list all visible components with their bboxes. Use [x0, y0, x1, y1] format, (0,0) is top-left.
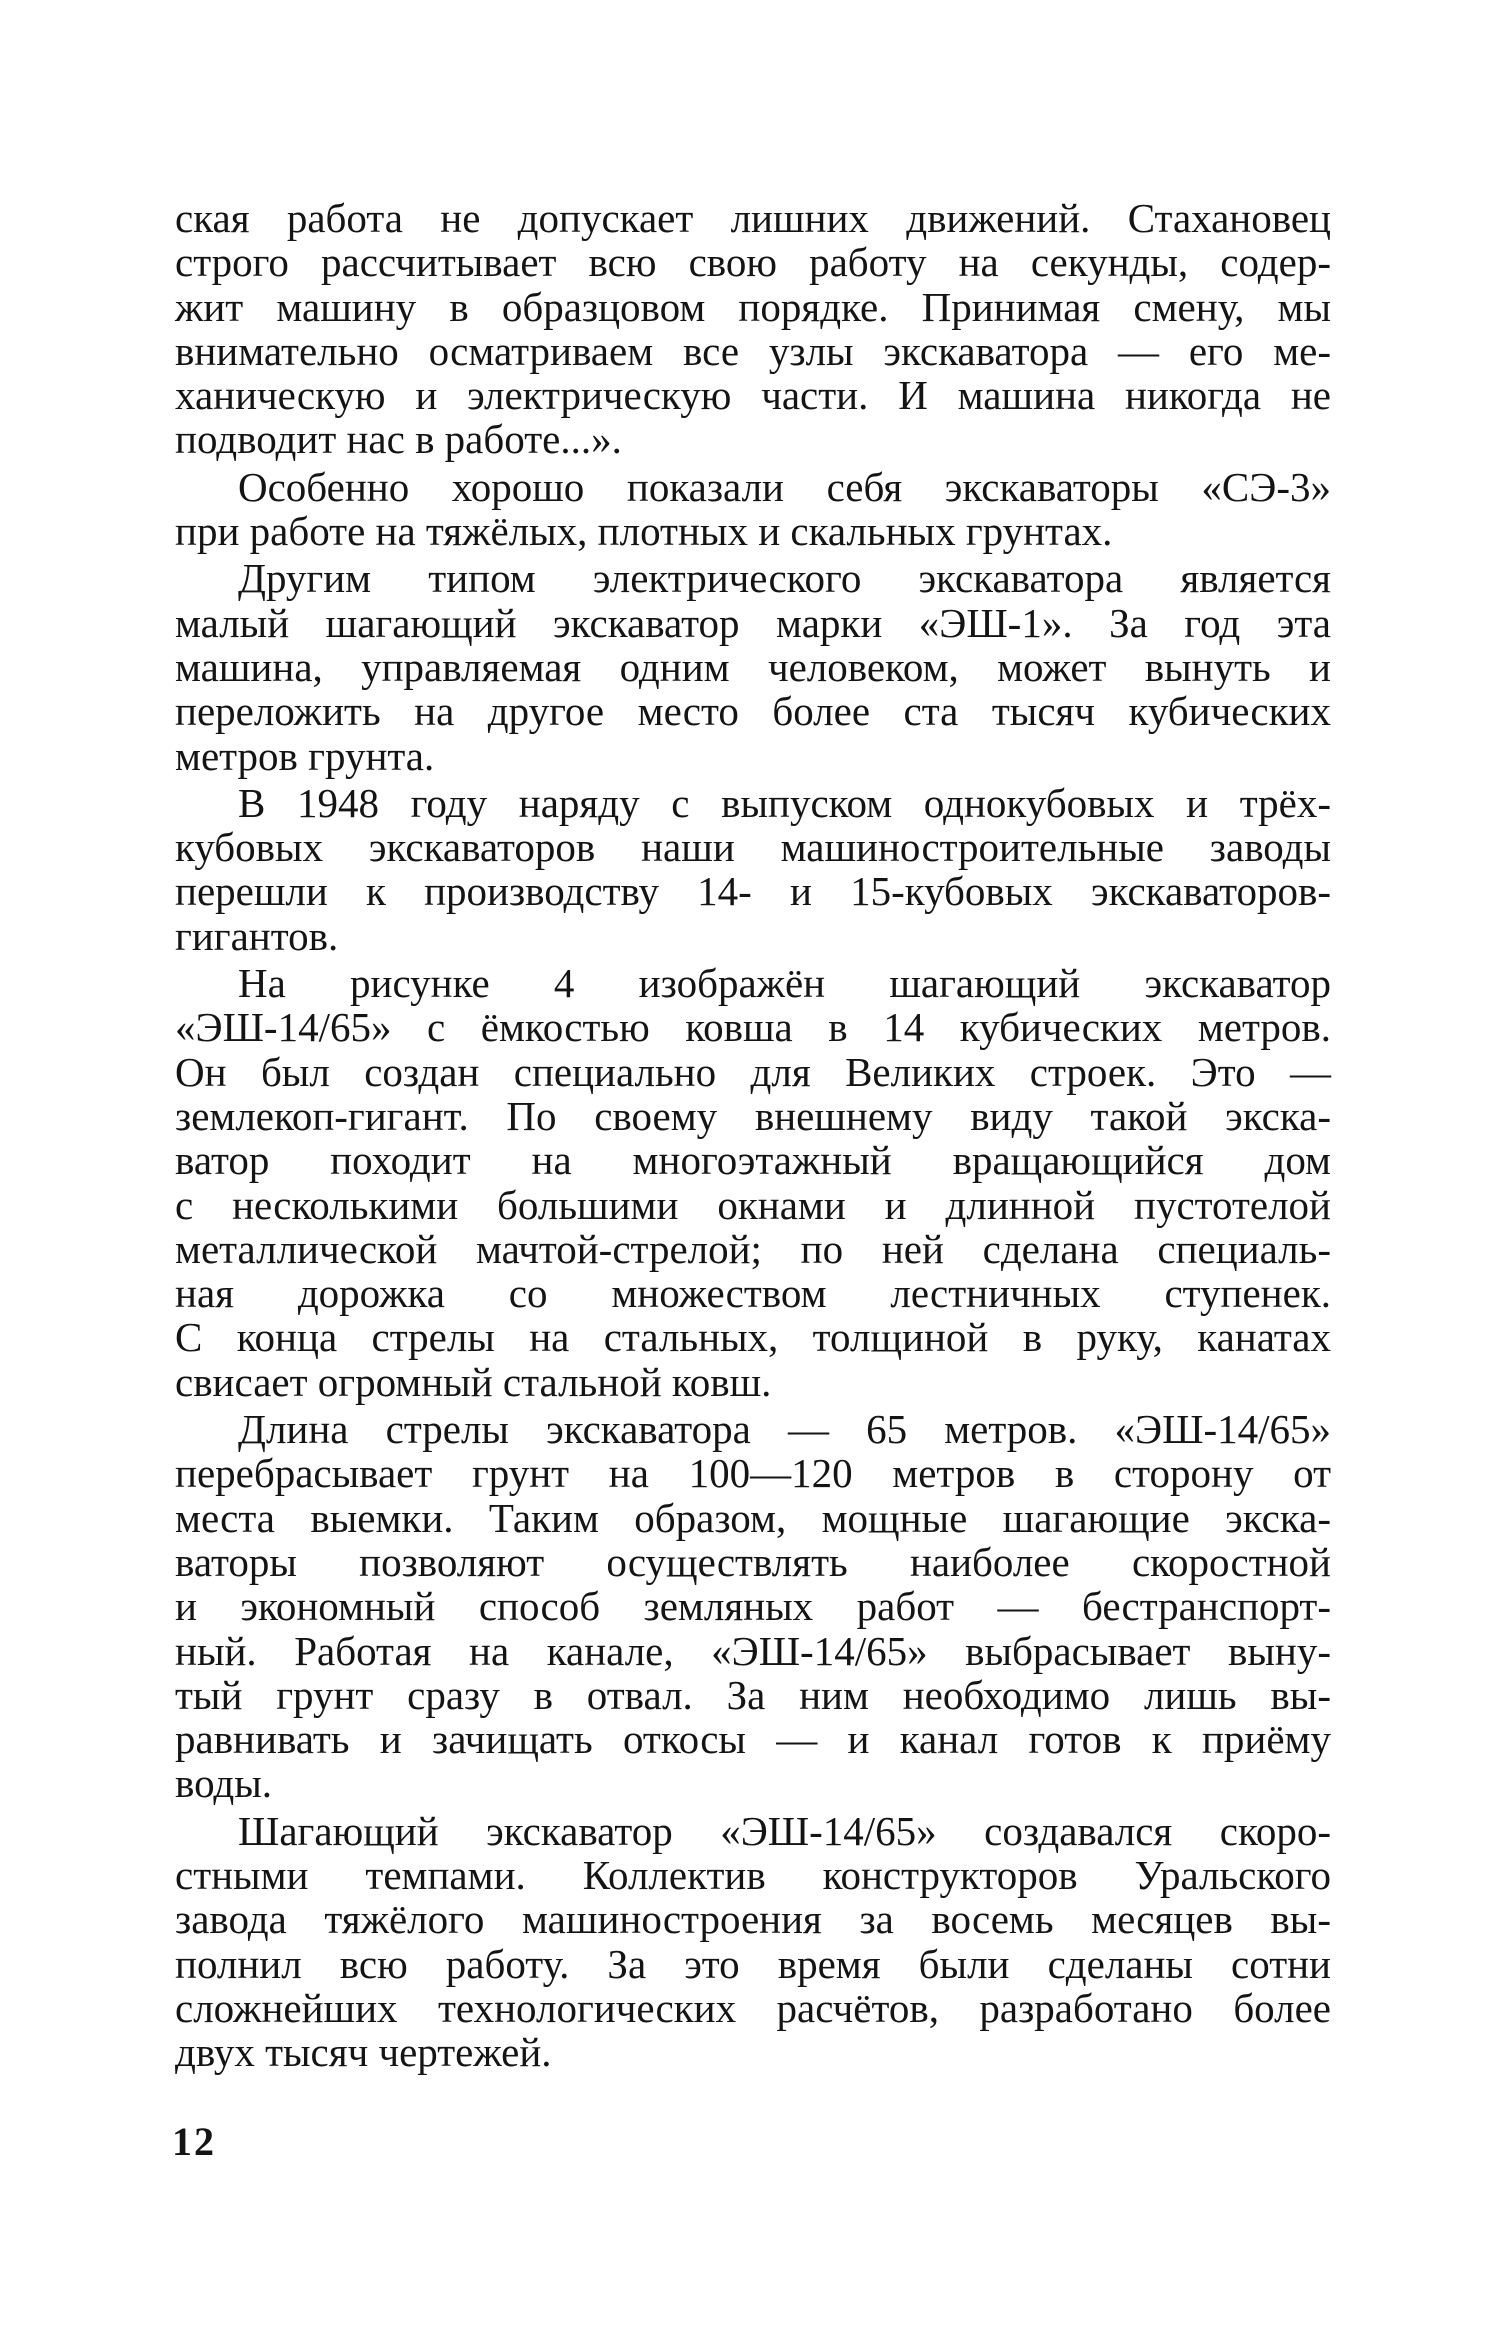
paragraph-4	[175, 781, 1331, 958]
text-line: ватор походит на многоэтажный вращающийся дом	[175, 1137, 1331, 1184]
text-line: сложнейших технологических расчётов, разработано более	[175, 1984, 1331, 2031]
paragraph-1	[175, 196, 1331, 462]
text-line: С конца стрелы на стальных, толщиной в руку, канатах	[175, 1314, 1331, 1361]
text-line: ная дорожка со множеством лестничных ступенек.	[175, 1270, 1331, 1317]
text-line: гигантов.	[175, 912, 339, 959]
text-line: В 1948 году наряду с выпуском однокубовых и трёх-	[238, 779, 1331, 826]
text-line: ская работа не допускает лишних движений. Стахановец	[175, 195, 1331, 241]
text-line: Шагающий экскаватор «ЭШ-14/65» создавался скоро-	[238, 1807, 1331, 1854]
text-line: подводит нас в работе...».	[175, 416, 622, 463]
text-line: при работе на тяжёлых, плотных и скальных грунтах.	[175, 508, 1113, 555]
text-line: Он был создан специально для Великих строек. Это —	[175, 1048, 1331, 1095]
paragraph-7	[175, 1809, 1331, 2075]
text-line: переложить на другое место более ста тысяч кубических	[175, 688, 1331, 735]
text-line: «ЭШ-14/65» с ёмкостью ковша в 14 кубических метров.	[175, 1004, 1331, 1051]
paragraph-2	[175, 465, 1331, 554]
text-line: перешли к производству 14- и 15-кубовых экскаваторов-	[175, 868, 1331, 915]
page-number: 12	[172, 2119, 216, 2164]
text-line: равнивать и зачищать откосы — и канал готов к приёму	[175, 1716, 1331, 1763]
text-line: На рисунке 4 изображён шагающий экскаватор	[238, 960, 1331, 1007]
text-line: машина, управляемая одним человеком, может вынуть и	[175, 643, 1331, 690]
text-line: воды.	[175, 1760, 273, 1807]
text-line: Другим типом электрического экскаватора является	[238, 555, 1331, 602]
text-line: места выемки. Таким образом, мощные шагающие экска-	[175, 1494, 1331, 1541]
text-line: и экономный способ земляных работ — бестранспорт-	[175, 1583, 1331, 1630]
text-line: внимательно осматриваем все узлы экскаватора — его ме-	[175, 327, 1331, 374]
text-line: Длина стрелы экскаватора — 65 метров. «ЭШ-14/65»	[238, 1406, 1331, 1453]
text-line: жит машину в образцовом порядке. Принимая смену, мы	[175, 283, 1331, 330]
paragraph-6	[175, 1407, 1331, 1806]
text-line: завода тяжёлого машиностроения за восемь месяцев вы-	[175, 1896, 1331, 1943]
text-line: метров грунта.	[175, 732, 435, 779]
text-line: двух тысяч чертежей.	[175, 2029, 552, 2076]
text-line: свисает огромный стальной ковш.	[175, 1358, 772, 1405]
text-line: стными темпами. Коллектив конструкторов Уральского	[175, 1851, 1331, 1898]
text-line: ханическую и электрическую части. И машина никогда не	[175, 372, 1331, 419]
page-body	[175, 196, 1331, 2074]
text-line: кубовых экскаваторов наши машиностроительные заводы	[175, 824, 1331, 871]
text-line: полнил всю работу. За это время были сделаны сотни	[175, 1940, 1331, 1987]
text-line: металлической мачтой-стрелой; по ней сделана специаль-	[175, 1225, 1331, 1272]
text-line: ваторы позволяют осуществлять наиболее скоростной	[175, 1538, 1331, 1585]
text-line: перебрасывает грунт на 100—120 метров в сторону от	[175, 1450, 1331, 1497]
paragraph-5	[175, 961, 1331, 1404]
text-line: Особенно хорошо показали себя экскаваторы «СЭ-3»	[238, 463, 1331, 510]
text-line: тый грунт сразу в отвал. За ним необходимо лишь вы-	[175, 1671, 1331, 1718]
text-line: землекоп-гигант. По своему внешнему виду такой экска-	[175, 1092, 1331, 1139]
text-line: ный. Работая на канале, «ЭШ-14/65» выбрасывает выну-	[175, 1627, 1331, 1674]
paragraph-3	[175, 556, 1331, 777]
text-line: строго рассчитывает всю свою работу на секунды, содер-	[175, 239, 1331, 286]
text-line: с несколькими большими окнами и длинной пустотелой	[175, 1181, 1331, 1228]
text-line: малый шагающий экскаватор марки «ЭШ-1». За год эта	[175, 599, 1331, 646]
